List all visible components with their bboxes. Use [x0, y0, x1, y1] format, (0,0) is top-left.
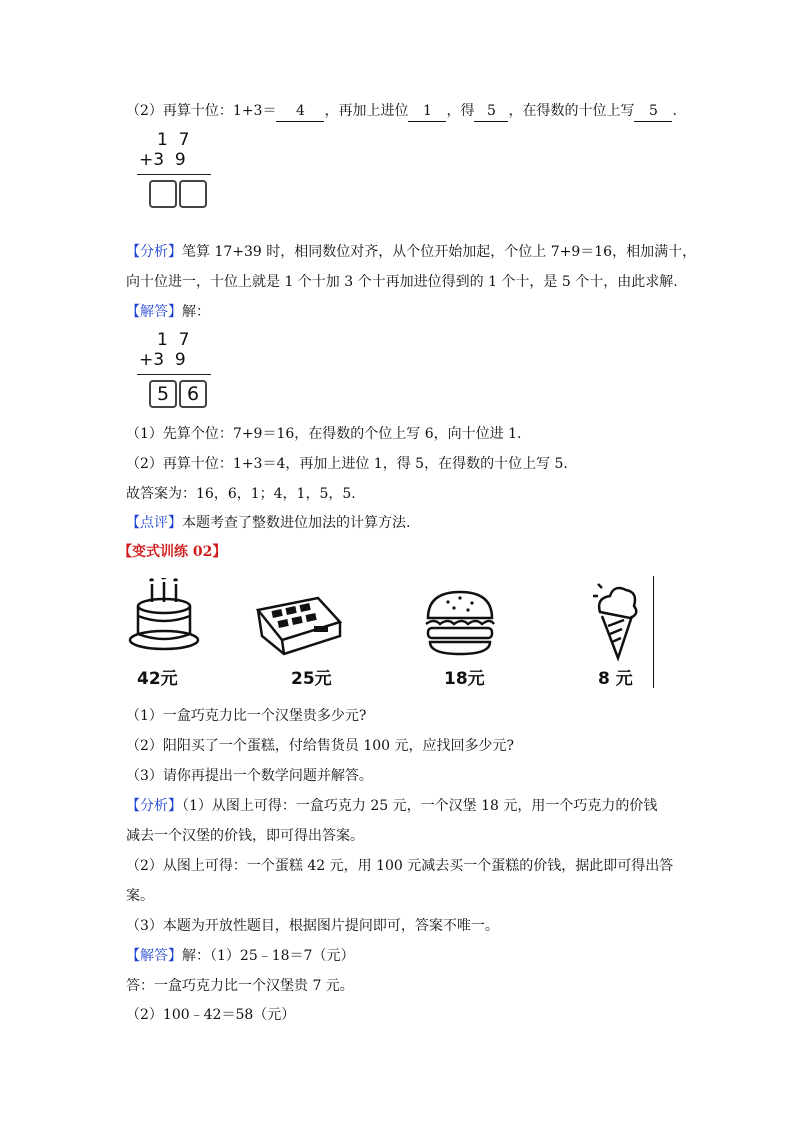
answer-line-1 — [126, 946, 354, 966]
blank-answer: 5 — [474, 101, 508, 122]
sum-line — [137, 174, 211, 175]
answer-box-tens — [149, 180, 177, 208]
text: 解：（1）25﹣18＝7（元） — [182, 948, 355, 964]
text: . — [672, 103, 677, 119]
text: ，在得数的十位上写 — [508, 103, 635, 119]
divider-line — [653, 576, 654, 688]
text: 笔算 17+39 时，相同数位对齐，从个位开始加起，个位上 7+9＝16，相加满十， — [182, 244, 697, 260]
text: 本题考查了整数进位加法的计算方法. — [182, 515, 411, 531]
comment-line — [126, 513, 410, 533]
question-line: （2）阳阳买了一个蛋糕，付给售货员 100 元，应找回多少元? — [126, 738, 515, 754]
ice-cream-icon — [592, 582, 642, 666]
price-label: 42元 — [137, 669, 178, 689]
analysis-line-2: 向十位进一，十位上就是 1 个十加 3 个十再加进位得到的 1 个十，是 5 个十，由此求解. — [126, 274, 678, 290]
addend-second: +3 9 — [139, 350, 186, 370]
blank-answer: 1 — [408, 101, 446, 122]
analysis-line-4: 案。 — [126, 888, 154, 904]
price-label: 18元 — [444, 669, 485, 689]
analysis-tag: 【分析】 — [126, 798, 182, 814]
analysis-line-3: （2）从图上可得：一个蛋糕 42 元，用 100 元减去买一个蛋糕的价钱，据此即可得出答 — [126, 858, 674, 874]
answer-box-ones — [179, 180, 207, 208]
text: ，再加上进位 — [324, 103, 409, 119]
section-title: 【变式训练 02】 — [118, 544, 227, 560]
analysis-line-1 — [126, 796, 657, 816]
addend-second: +3 9 — [139, 150, 186, 170]
analysis-line-1 — [126, 242, 696, 262]
blank-answer: 5 — [634, 101, 672, 122]
price-label: 8 元 — [598, 669, 633, 689]
price-label: 25元 — [291, 669, 332, 689]
answer-tag: 【解答】 — [126, 948, 182, 964]
question-line: （1）一盒巧克力比一个汉堡贵多少元? — [126, 708, 367, 724]
chocolate-box-icon — [254, 596, 344, 660]
analysis-line-5: （3）本题为开放性题目，根据图片提问即可，答案不唯一。 — [126, 918, 499, 934]
answer-line-3: （2）100﹣42＝58（元） — [126, 1007, 296, 1023]
step-line: （2）再算十位：1+3＝4，再加上进位 1，得 5，在得数的十位上写 5. — [126, 456, 568, 472]
step2-blank-line — [126, 101, 677, 122]
comment-tag: 【点评】 — [126, 515, 182, 531]
addend-top: 1 7 — [157, 330, 190, 350]
answer-tag: 【解答】 — [126, 304, 182, 320]
text: （1）从图上可得：一盒巧克力 25 元，一个汉堡 18 元，用一个巧克力的价钱 — [182, 798, 658, 814]
answer-line-2: 答：一盒巧克力比一个汉堡贵 7 元。 — [126, 978, 354, 994]
analysis-tag: 【分析】 — [126, 244, 182, 260]
text: （2）再算十位：1+3＝ — [126, 103, 277, 119]
answer-box-tens: 5 — [149, 380, 177, 408]
text: 解： — [182, 304, 210, 320]
question-line: （3）请你再提出一个数学问题并解答。 — [126, 768, 373, 784]
blank-answer: 4 — [276, 101, 324, 122]
sum-line — [137, 374, 211, 375]
step-line: （1）先算个位：7+9＝16，在得数的个位上写 6，向十位进 1. — [126, 426, 522, 442]
cake-icon — [128, 578, 204, 656]
answer-header — [126, 302, 210, 322]
hamburger-icon — [422, 588, 498, 662]
addend-top: 1 7 — [157, 130, 190, 150]
analysis-line-2: 减去一个汉堡的价钱，即可得出答案。 — [126, 828, 364, 844]
text: ，得 — [446, 103, 475, 119]
final-answer-line: 故答案为：16，6，1；4，1，5，5. — [126, 486, 356, 502]
answer-box-ones: 6 — [179, 380, 207, 408]
